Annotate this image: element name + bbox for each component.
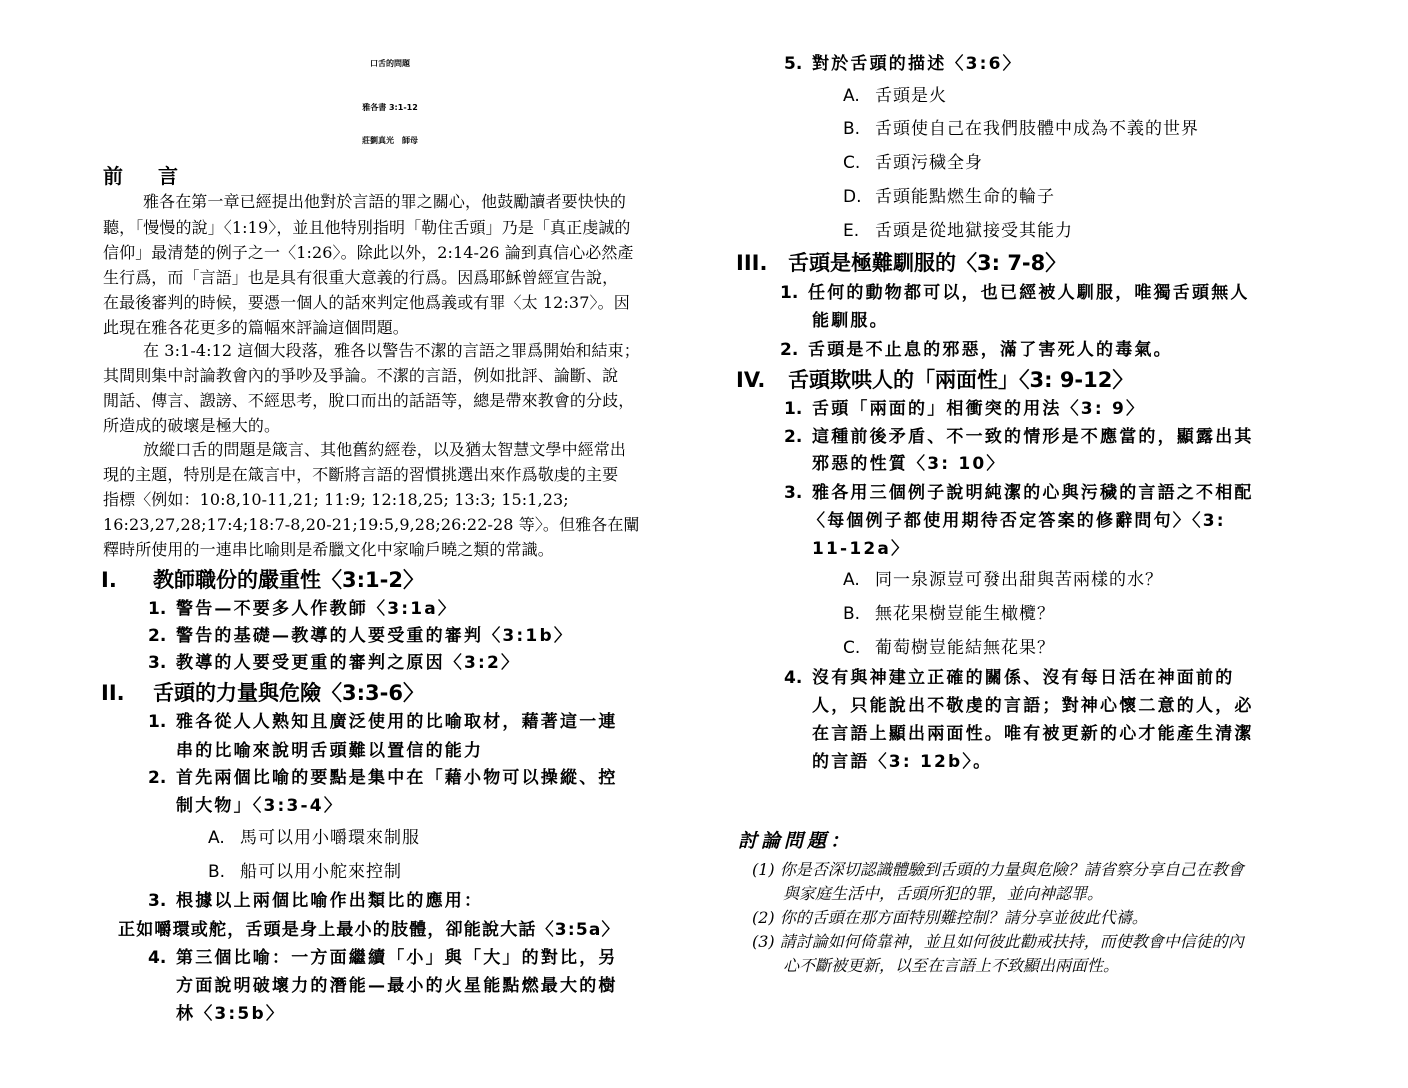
- subitem-letter: B.: [208, 862, 226, 882]
- item-text: 雅各從人人熟知且廣泛使用的比喻取材，藉著這一連: [176, 712, 618, 732]
- subitem-letter: B.: [843, 119, 861, 139]
- section-number: I.: [101, 568, 117, 592]
- discussion-question: [752, 934, 1244, 950]
- item-number: 3.: [784, 483, 803, 503]
- question-text: 請討論如何倚靠神，並且如何彼此勸戒扶持，而使教會中信徒的內: [779, 932, 1244, 951]
- author: 莊劉真光 師母: [362, 136, 418, 145]
- preface-line: 生行爲，而「言語」也是具有很重大意義的行爲。因爲耶穌曾經宣告說，: [103, 268, 619, 287]
- subitem-letter: A.: [843, 86, 860, 106]
- subitem-text: 同一泉源豈可發出甜與苦兩樣的水？: [875, 570, 1163, 590]
- subitem-text: 舌頭污穢全身: [875, 153, 983, 173]
- subitem-letter: B.: [843, 604, 861, 624]
- item-text: 雅各用三個例子說明純潔的心與污穢的言語之不相配: [812, 483, 1254, 503]
- item-continuation: 方面說明破壞力的潛能—最小的火星能點燃最大的樹: [176, 976, 618, 996]
- item-text: 警告—不要多人作教師〈3:1a〉: [176, 599, 458, 619]
- scripture-reference: 雅各書 3:1-12: [362, 103, 418, 112]
- item-continuation: 〈每個例子都使用期待否定答案的修辭問句〉〈3:: [808, 511, 1226, 531]
- question-continuation: 與家庭生活中，舌頭所犯的罪，並向神認罪。: [783, 884, 1104, 903]
- item-text: 警告的基礎—教導的人要受重的審判〈3:1b〉: [176, 626, 574, 646]
- outline-item: [148, 770, 618, 787]
- subitem-text: 舌頭是火: [875, 86, 947, 106]
- item-continuation: 的言語〈3: 12b〉。: [812, 752, 993, 772]
- item-continuation: 能馴服。: [812, 311, 889, 331]
- document-title: 口舌的問題: [370, 59, 410, 68]
- subitem-letter: A.: [208, 828, 225, 848]
- subitem-letter: C.: [843, 638, 861, 658]
- item-text: 這種前後矛盾、不一致的情形是不應當的，顯露出其: [812, 427, 1254, 447]
- subitem-letter: C.: [843, 153, 861, 173]
- outline-subitem: [208, 830, 420, 847]
- preface-line: 其間則集中討論教會內的爭吵及爭論。不潔的言語，例如批評、論斷、說: [103, 366, 619, 385]
- item-number: [784, 427, 1254, 447]
- item-number: 1.: [148, 599, 167, 619]
- preface-line: 放縱口舌的問題是箴言、其他舊約經卷，以及猶太智慧文學中經常出: [143, 440, 627, 459]
- subitem-letter: A.: [843, 570, 860, 590]
- item-text: 舌頭「兩面的」相衝突的用法〈3: 9〉: [812, 399, 1146, 419]
- preface-line: 雅各在第一章已經提出他對於言語的罪之關心，他鼓勵讀者要快快的: [143, 192, 627, 211]
- item-number: 3.: [148, 891, 167, 911]
- item-number: 2.: [148, 768, 167, 788]
- item-text: 沒有與神建立正確的關係、沒有每日活在神面前的: [812, 668, 1235, 688]
- question-continuation: 心不斷被更新，以至在言語上不致顯出兩面性。: [783, 956, 1120, 975]
- subitem-text: 舌頭能點燃生命的輪子: [875, 187, 1055, 207]
- item-text: 舌頭是不止息的邪惡，滿了害死人的毒氣。: [808, 340, 1173, 360]
- outline-item: [784, 401, 1145, 418]
- preface-line: 指標〈例如：10:8,10-11,21; 11:9; 12:18,25; 13:3; 15:1,23;: [103, 490, 569, 509]
- item-text: 教導的人要受更重的審判之原因〈3:2〉: [176, 653, 521, 673]
- section-title: 教師職份的嚴重性〈3:1-2〉: [153, 568, 424, 592]
- item-continuation: 串的比喻來說明舌頭難以置信的能力: [176, 741, 484, 761]
- outline-subitem: [843, 88, 947, 105]
- item-continuation: 11-12a〉: [812, 539, 911, 559]
- item-number: 1.: [784, 399, 803, 419]
- item-continuation: 在言語上顯出兩面性。唯有被更新的心才能產生清潔: [812, 724, 1254, 744]
- item-number: 4.: [784, 668, 803, 688]
- outline-subitem: [843, 189, 1055, 206]
- subitem-text: 無花果樹豈能生橄欖？: [875, 604, 1055, 624]
- item-number: 1.: [780, 283, 799, 303]
- question-number: (3): [752, 932, 775, 951]
- section-title: 舌頭欺哄人的「兩面性」〈3: 9-12〉: [788, 368, 1134, 392]
- section-title: 舌頭的力量與危險〈3:3-6〉: [153, 681, 424, 705]
- section-III-heading: [736, 253, 1066, 274]
- question-text: 你的舌頭在那方面特別難控制？請分享並彼此代禱。: [779, 908, 1148, 927]
- preface-line: 16:23,27,28;17:4;18:7-8,20-21;19:5,9,28;26:22-28 等〉。但雅各在闡: [103, 515, 640, 534]
- outline-item: [784, 56, 1022, 73]
- item-text: 對於舌頭的描述〈3:6〉: [812, 54, 1022, 74]
- outline-item: [780, 342, 1173, 359]
- item-continuation: 邪惡的性質〈3: 10〉: [812, 454, 1006, 474]
- section-I-heading: [101, 570, 424, 591]
- outline-item: [784, 485, 1254, 502]
- section-number: IV.: [736, 368, 766, 392]
- outline-subitem: [208, 864, 402, 881]
- item-continuation: 人，只能說出不敬虔的言語；對神心懷二意的人，必: [812, 696, 1254, 716]
- item-number: 5.: [784, 54, 803, 74]
- outline-subitem: [843, 121, 1199, 138]
- item-number: 2.: [784, 427, 803, 447]
- subitem-text: 舌頭是從地獄接受其能力: [875, 221, 1073, 241]
- item-number: 1.: [148, 712, 167, 732]
- preface-heading: 前 言: [103, 164, 192, 188]
- discussion-heading: 討論問題：: [738, 830, 854, 852]
- item-continuation: 正如嚼環或舵，舌頭是身上最小的肢體，卻能說大話〈3:5a〉: [118, 920, 620, 940]
- outline-item: [784, 429, 1254, 446]
- preface-line: 在最後審判的時候，要憑一個人的話來判定他爲義或有罪〈太 12:37〉。因: [103, 293, 630, 312]
- item-text: 根據以上兩個比喻作出類比的應用：: [176, 891, 484, 911]
- question-number: (2): [752, 908, 775, 927]
- outline-subitem: [843, 572, 1163, 589]
- preface-line: 釋時所使用的一連串比喻則是希臘文化中家喻戶曉之類的常識。: [103, 540, 554, 559]
- item-text: 任何的動物都可以，也已經被人馴服，唯獨舌頭無人: [808, 283, 1250, 303]
- outline-subitem: [843, 223, 1073, 240]
- item-continuation: 制大物」〈3:3-4〉: [176, 796, 344, 816]
- item-text: 第三個比喻：一方面繼續「小」與「大」的對比，另: [176, 948, 618, 968]
- item-number: 4.: [148, 948, 167, 968]
- section-IV-heading: [736, 370, 1133, 391]
- preface-line: 現的主題，特別是在箴言中，不斷將言語的習慣挑選出來作爲敬虔的主要: [103, 465, 619, 484]
- preface-line: 在 3:1-4:12 這個大段落，雅各以警告不潔的言語之罪爲開始和結束；: [143, 341, 640, 360]
- subitem-text: 葡萄樹豈能結無花果？: [875, 638, 1055, 658]
- item-number: 2.: [780, 340, 799, 360]
- item-text: 首先兩個比喻的要點是集中在「藉小物可以操縱、控: [176, 768, 618, 788]
- outline-item: [148, 601, 457, 618]
- discussion-question: [752, 910, 1148, 926]
- subitem-letter: E.: [843, 221, 860, 241]
- subitem-text: 舌頭使自己在我們肢體中成為不義的世界: [875, 119, 1199, 139]
- item-number: 2.: [148, 626, 167, 646]
- preface-line: 所造成的破壞是極大的。: [103, 416, 281, 435]
- question-number: (1): [752, 860, 775, 879]
- subitem-text: 馬可以用小嚼環來制服: [240, 828, 420, 848]
- outline-item: [784, 670, 1234, 687]
- outline-item: [780, 285, 1250, 302]
- section-II-heading: [101, 683, 424, 704]
- preface-line: 聽，「慢慢的說」〈1:19〉，並且他特別指明「勒住舌頭」乃是「真正虔誠的: [103, 218, 631, 237]
- outline-item: [148, 628, 573, 645]
- section-number: II.: [101, 681, 125, 705]
- item-continuation: 林〈3:5b〉: [176, 1004, 286, 1024]
- section-title: 舌頭是極難馴服的〈3: 7-8〉: [788, 251, 1067, 275]
- outline-subitem: [843, 155, 983, 172]
- outline-item: [148, 893, 483, 910]
- outline-subitem: [843, 606, 1055, 623]
- discussion-question: [752, 862, 1244, 878]
- subitem-letter: D.: [843, 187, 862, 207]
- outline-item: [148, 950, 618, 967]
- preface-line: 閒話、傳言、譭謗、不經思考，脫口而出的話語等，總是帶來教會的分歧，: [103, 391, 635, 410]
- subitem-text: 船可以用小舵來控制: [240, 862, 402, 882]
- section-number: III.: [736, 251, 768, 275]
- outline-subitem: [843, 640, 1055, 657]
- preface-line: 此現在雅各花更多的篇幅來評論這個問題。: [103, 318, 409, 337]
- outline-item: [148, 655, 520, 672]
- preface-line: 信仰」最清楚的例子之一〈1:26〉。除此以外，2:14-26 論到真信心必然產: [103, 243, 634, 262]
- outline-item: [148, 714, 618, 731]
- question-text: 你是否深切認識體驗到舌頭的力量與危險？請省察分享自己在教會: [779, 860, 1244, 879]
- item-number: 3.: [148, 653, 167, 673]
